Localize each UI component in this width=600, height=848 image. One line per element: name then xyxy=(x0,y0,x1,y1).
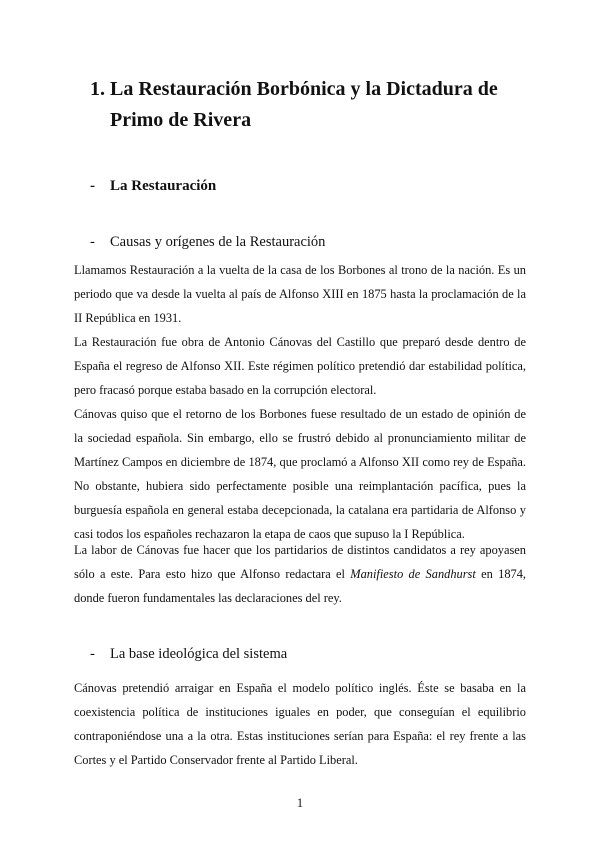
section-heading-restauracion xyxy=(90,178,216,195)
page-number: 1 xyxy=(296,796,304,810)
paragraph-3: Cánovas quiso que el retorno de los Borbones fuese resultado de un estado de opinión de la sociedad española. Sin embargo, ello se frustró debido al pronunciamiento militar de Martínez Campos en diciembre de 1874, que proclamó a Alfonso XII como rey de España. No obstante, hubiera sido perfectamente posible una reimplantación pacífica, pues la burguesía española en general estaba decepcionada, la catalana era partidaria de Alfonso y casi todos los españoles rechazaron la etapa de caos que supuso la I República. xyxy=(74,407,526,541)
paragraph-5: Cánovas pretendió arraigar en España el modelo político inglés. Éste se basaba en la coexistencia política de instituciones iguales en poder, que conseguían el equilibrio contraponiéndose una a la otra. Estas instituciones serían para España: el rey frente a las Cortes y el Partido Conservador frente al Partido Liberal. xyxy=(74,681,526,767)
section-heading-label: La Restauración xyxy=(110,178,217,194)
subsection-heading-label: Causas y orígenes de la Restauración xyxy=(110,234,326,250)
paragraph-4-text-start: La labor de Cánovas fue hacer que los partidarios de distintos candidatos a rey apoyasen sólo a este. Para esto hizo que Alfonso redactara el xyxy=(74,543,526,581)
bullet-dash: - xyxy=(90,178,95,194)
paragraph-1: Llamamos Restauración a la vuelta de la casa de los Borbones al trono de la nación. Es un periodo que va desde la vuelta al país de Alfonso XIII en 1875 hasta la proclamación de la II República en 1931. xyxy=(74,263,526,325)
subsection-heading-causas xyxy=(90,234,325,251)
bullet-dash: - xyxy=(90,646,95,662)
title-number: 1. xyxy=(90,78,105,100)
bullet-dash: - xyxy=(90,234,95,250)
manifiesto-title: Manifiesto de Sandhurst xyxy=(350,567,476,581)
title-line-2: Primo de Rivera xyxy=(110,109,252,131)
paragraph-4 xyxy=(74,538,526,610)
subsection-heading-base-ideologica xyxy=(90,646,287,663)
document-title xyxy=(90,74,530,136)
paragraph-2: La Restauración fue obra de Antonio Cánovas del Castillo que preparó desde dentro de España el regreso de Alfonso XII. Este régimen político pretendió dar estabilidad política, pero fracasó porque estaba basado en la corrupción electoral. xyxy=(74,335,526,397)
title-line-1: La Restauración Borbónica y la Dictadura de xyxy=(110,78,498,100)
paragraph-4-text-end: en 1874, donde fueron fundamentales las declaraciones del rey. xyxy=(74,567,526,605)
subsection-heading-label: La base ideológica del sistema xyxy=(110,646,288,662)
